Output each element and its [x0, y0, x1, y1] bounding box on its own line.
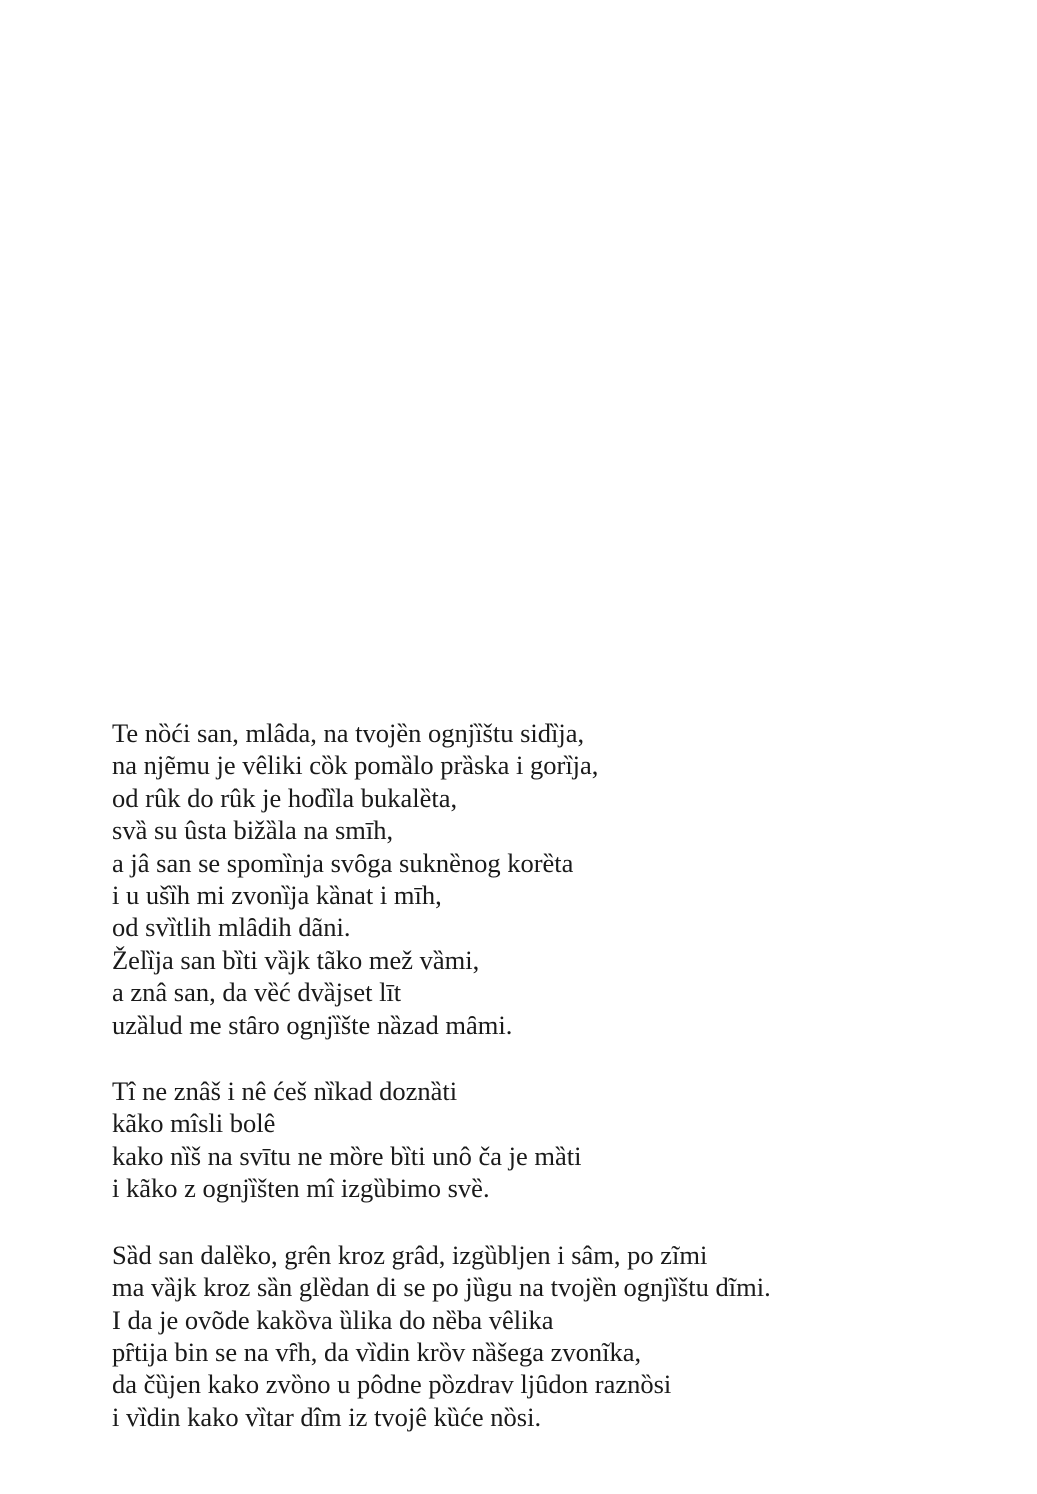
poem-stanza-3: [112, 1239, 1012, 1433]
poem-line: I da je ovõde kakȍva ȕlika do nȅba vêlika: [112, 1304, 554, 1335]
poem-stanza-1: [112, 717, 1012, 1041]
poem-line: kako nȉš na svītu ne mȍre bȉti unô ča je mȁti: [112, 1140, 582, 1171]
poem-line: Te nȍći san, mlâda, na tvojȅn ognjȉštu sidȉja,: [112, 718, 585, 748]
poem-stanza-2: [112, 1075, 1012, 1205]
poem-line: svȁ su ûsta bižȁla na smīh,: [112, 815, 394, 846]
poem-line: i vȉdin kako vȉtar dîm iz tvojê kȕće nȍsi.: [112, 1401, 542, 1432]
poem-line: a jâ san se spomȉnja svȏga suknȅnog korȅta: [112, 847, 574, 878]
poem-line: pȓtija bin se na vȓh, da vȉdin krȍv nȁšega zvonĩka,: [112, 1336, 642, 1367]
poem-line: da čȕjen kako zvȍno u pôdne pȍzdrav ljȗdon raznȍsi: [112, 1369, 672, 1400]
poem-line: Želȉja san bȉti vȁjk tãko mež vȁmi,: [112, 944, 480, 975]
poem-line: a znâ san, da vȅć dvȁjset līt: [112, 977, 402, 1008]
poem-line: ma vȁjk kroz sȁn glȅdan di se po jȕgu na tvojȅn ognjȉštu dĩmi.: [112, 1272, 771, 1303]
poem-line: kãko mîsli bolê: [112, 1108, 276, 1139]
poem-line: na njẽmu je vêliki cȍk pomȁlo prȁska i gorȉja,: [112, 750, 599, 781]
poem-text: [112, 717, 1012, 1433]
poem-line: i u ušȉh mi zvonȉja kȁnat i mīh,: [112, 880, 442, 911]
poem-line: Sȁd san dalȅko, grên kroz grâd, izgȕbljen i sâm, po zĩmi: [112, 1239, 708, 1270]
poem-line: uzȁlud me stȃro ognjȉšte nȁzad mȃmi.: [112, 1009, 513, 1040]
poem-line: i kãko z ognjȉšten mî izgȕbimo svȅ.: [112, 1173, 490, 1204]
poem-line: Tî ne znâš i nê ćeš nȉkad doznȁti: [112, 1076, 458, 1107]
poem-line: od svȉtlih mlȃdih dãni.: [112, 912, 351, 943]
poem-line: od rûk do rûk je hodȉla bukalȅta,: [112, 782, 458, 813]
